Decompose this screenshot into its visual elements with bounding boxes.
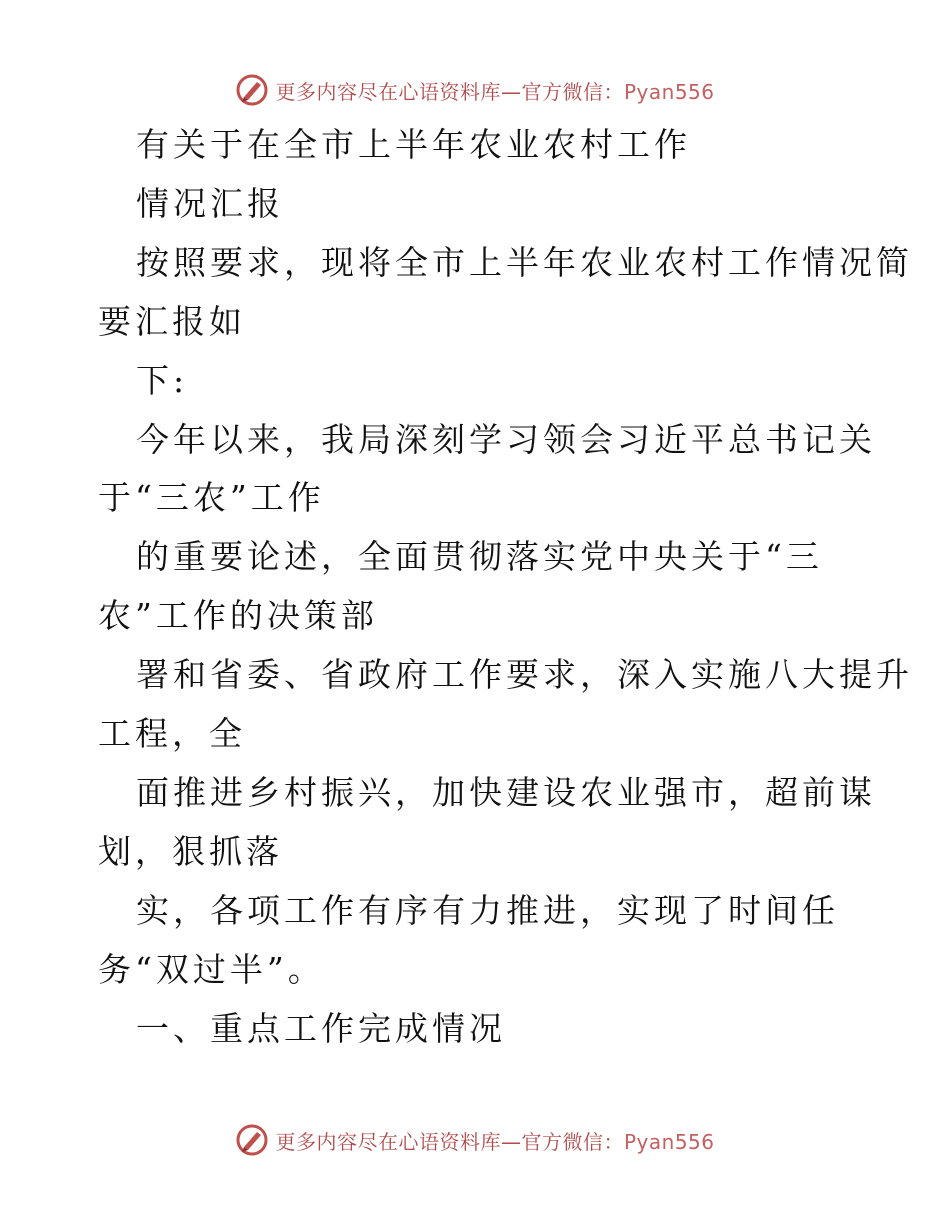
paragraph-line: 署和省委、省政府工作要求，深入实施八大提升 xyxy=(136,655,913,694)
paragraph-line: 按照要求，现将全市上半年农业农村工作情况简 xyxy=(136,243,913,282)
paragraph-line: 今年以来，我局深刻学习领会习近平总书记关 xyxy=(136,420,876,459)
section-heading: 一、重点工作完成情况 xyxy=(136,1009,506,1048)
paragraph-line: 工程，全 xyxy=(98,714,246,753)
banner-text: 更多内容尽在心语资料库—官方微信：Pyan556 xyxy=(275,1129,715,1154)
footer-banner xyxy=(0,1120,950,1160)
paragraph-line: 面推进乡村振兴，加快建设农业强市，超前谋 xyxy=(136,773,876,812)
paragraph-line: 划，狠抓落 xyxy=(98,832,283,871)
document-title-line-2: 情况汇报 xyxy=(136,184,284,223)
paragraph-line: 务“双过半”。 xyxy=(98,950,325,989)
paragraph-line: 于“三农”工作 xyxy=(98,478,325,517)
paragraph-line: 实，各项工作有序有力推进，实现了时间任 xyxy=(136,891,839,930)
paragraph-line: 下: xyxy=(136,361,189,400)
banner-text: 更多内容尽在心语资料库—官方微信：Pyan556 xyxy=(275,79,715,104)
red-pen-logo-icon xyxy=(235,73,269,107)
red-pen-logo-icon xyxy=(235,1123,269,1157)
header-banner xyxy=(0,70,950,110)
paragraph-line: 的重要论述，全面贯彻落实党中央关于“三 xyxy=(136,537,823,576)
paragraph-line: 要汇报如 xyxy=(98,302,246,341)
document-title-line-1: 有关于在全市上半年农业农村工作 xyxy=(136,125,691,164)
paragraph-line: 农”工作的决策部 xyxy=(98,596,378,635)
